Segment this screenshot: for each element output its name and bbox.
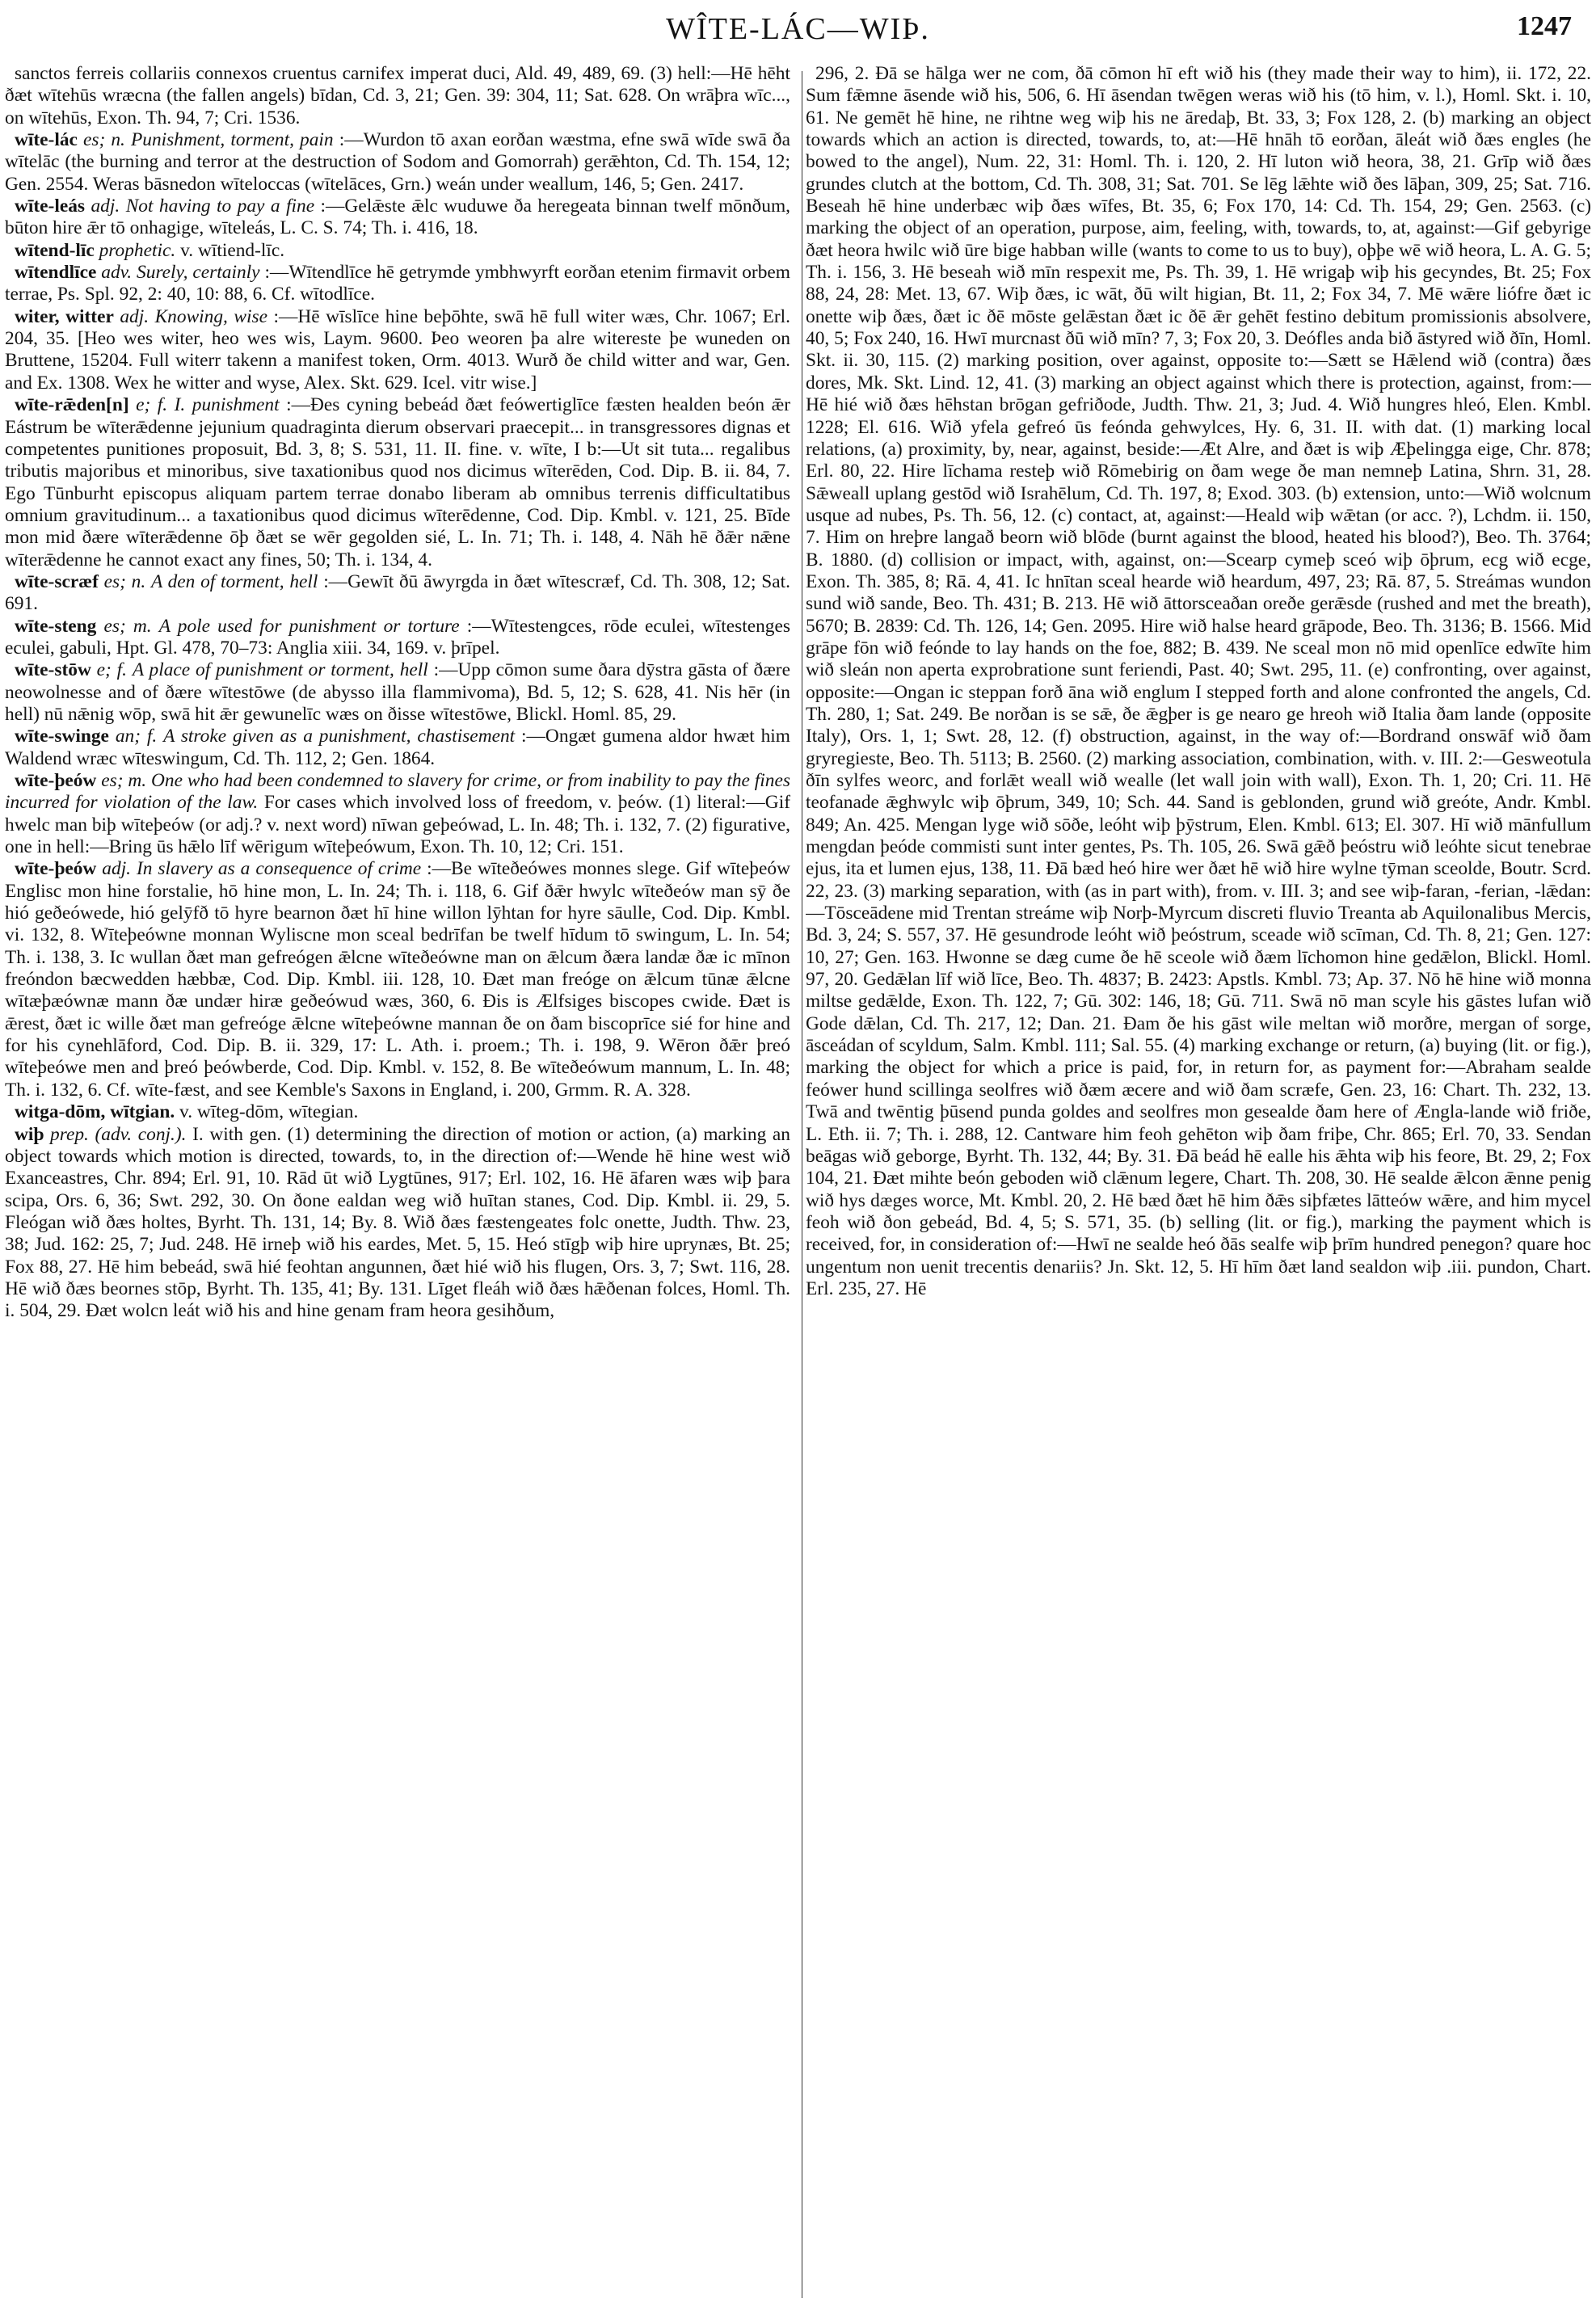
entry-text: :—Upp cōmon sume ðara dȳstra gāsta of ðære neowolnesse and of ðære wītestōwe (de abysso illa flammivoma), Bd. 5, 12; S. 628, 41. Nis hēr (in hell) nū nǣnig wōp, swā hit ǣr gewunelīc wæs on ðisse wītestōwe, Blickl. Homl. 85, 29. (5, 659, 790, 725)
definition: A den of torment, hell (150, 570, 318, 592)
grammar-label: es; m. (101, 770, 147, 791)
definition: Surely, certainly (137, 262, 260, 284)
dictionary-entry (5, 858, 790, 1101)
page-title: WÎTE-LÁC—WIÞ. (666, 12, 930, 46)
dictionary-entry (5, 726, 790, 770)
dictionary-entry (5, 63, 790, 129)
entry-text: :—Wurdon tō axan eorðan wæstma, efne swā wīde swā ða wītelāc (the burning and terror at the destruction of Sodom and Gomorrah) gerǣhton, Cd. Th. 154, 12; Gen. 2554. Weras bāsnedon wīteloccas (wītelāces, Grn.) weán under weallum, 146, 5; Gen. 2417. (5, 129, 790, 195)
running-head (16, 5, 1580, 53)
definition: I. punishment (174, 394, 280, 416)
dictionary-entry (5, 129, 790, 196)
grammar-label: adj. (91, 196, 120, 217)
entry-text: I. with gen. (1) determining the direction of motion or action, (a) marking an object towards which motion is directed, towards, to, in the direction of:—Wende hē hine west wið Exanceastres, Chr. 894; Erl. 91, 10. Rād ūt wið Lygtūnes, 917; Erl. 102, 16. Hē āfaren wæs wiþ þara scipa, Ors. 6, 36; Swt. 292, 30. On ðone ealdan weg wið huītan stanes, Cod. Dip. Kmbl. ii. 29, 5. Fleógan wið ðæs holtes, Byrht. Th. 131, 14; By. 8. Wið ðæs fæstengeates folc onette, Judth. Thw. 23, 38; Jud. 162: 25, 7; Jud. 248. Hē irneþ wið his eardes, Met. 5, 15. Heó stīgþ wiþ hire uprynæs, Bt. 25; Fox 88, 27. Hē him bebeád, swā hié feohtan angunnen, ðæt hié wið his flugen, Ors. 3, 7; Swt. 116, 28. Hē wið ðæs beornes stōp, Byrht. Th. 135, 41; By. 131. Līget fleáh wið ðæs hǣðenan folces, Homl. Th. i. 504, 29. Ðæt wolcn leát wið his and hine genam fram heora gesihðum, (5, 1123, 790, 1322)
entry-headword: wīte-rǣden[n] (15, 394, 129, 416)
grammar-label: e; f. (96, 659, 128, 681)
dictionary-entry (5, 240, 790, 262)
grammar-label: es; n. (103, 570, 146, 592)
page-number: 1247 (1517, 11, 1572, 41)
definition: A stroke given as a punishment, chastisement (163, 726, 516, 747)
entry-text: :—Wītendlīce hē getrymde ymbhwyrft eorðan etenim firmavit orbem terrae, Ps. Spl. 92, 2: 40, 10: 88, 6. Cf. wītodlīce. (5, 262, 790, 305)
grammar-label: prep. (adv. conj.). (50, 1123, 187, 1145)
entry-text: :—Ongæt gumena aldor hwæt him Waldend wræc wīteswingum, Cd. Th. 112, 2; Gen. 1864. (5, 726, 790, 769)
grammar-label: adj. (102, 858, 132, 880)
dictionary-entry (806, 63, 1591, 1300)
definition: Not having to pay a fine (125, 196, 315, 217)
text-columns (5, 63, 1591, 2303)
entry-headword: wīte-stōw (15, 659, 91, 681)
dictionary-entry (5, 1124, 790, 1323)
entry-headword: wiþ (15, 1123, 44, 1145)
entry-headword: wīte-lác (15, 129, 78, 151)
entry-text: :—Be wīteðeówes monnes slege. Gif wīteþeów Englisc mon hine forstalie, hō hine mon, L. In. 24; Th. i. 118, 6. Gif ðǣr hwylc wīteðeów man sȳ ðe hió geðeówede, hió gelȳfð tō hyre bearnon ðæt hī hine willon lȳhtan for hyre sāulle, Cod. Dip. Kmbl. vi. 132, 8. Wīteþeówne monnan Wyliscne mon sceal bedrīfan be twelf hīdum tō swingum, L. In. 54; Th. i. 138, 3. Ic wullan ðæt man gefreógen ǣlcne wīteðeówne man on ǣlcum ðæra landæ ðæ ic mīnon freóndon bæcwedden hæbbæ, Cod. Dip. Kmbl. iii. 128, 10. Ðæt man freóge on ǣlcum tūnæ ǣlcne wītæþæównæ mann ðæ undær hiræ geðeówud wæs, 360, 6. Ðis is Ælfsiges biscopes cwide. Ðæt is ǣrest, ðæt ic wille ðæt man gefreóge ǣlcne wīteþeówne mannan ðe on ðam biscoprīce sié for hine and for his cynehlāford, Cod. Dip. B. ii. 329, 17: L. Ath. i. proem.; Th. i. 198, 9. Wēron ðǣr þreó wīteþeówe men and þreó þeówberde, Cod. Dip. Kmbl. v. 152, 8. Be wīteðeówum mannum, L. In. 48; Th. i. 132, 6. Cf. wīte-fæst, and see Kemble's Saxons in England, i. 200, Grmm. R. A. 328. (5, 858, 790, 1101)
dictionary-entry (5, 262, 790, 306)
definition: Punishment, torment, pain (130, 129, 334, 151)
dictionary-entry (5, 394, 790, 571)
entry-headword: wīte-swinge (15, 726, 109, 747)
dictionary-entry (5, 770, 790, 858)
entry-headword: wīte-þeów (15, 770, 97, 791)
entry-headword: wītend-līc (15, 239, 95, 261)
entry-text: :—Ðes cyning bebeád ðæt feówertiglīce fæsten healden beón ǣr Eástrum be wīterǣdenne jejunium quadraginta dierum observari praecepit... in transgressores dignas et competentes punitiones proposuit, Bd. 3, 8; S. 531, 11. II. fine. v. wīte, I b:—Ut sit tuta... regalibus tributis majoribus et minoribus, sive taxationibus quod nos dicimus wīterēden, Cod. Dip. B. ii. 84, 7. Ego Tūnburht episcopus aliquam partem terrae donabo liberam ab omnibus terrenis difficultatibus omnium gravitudinum... a taxationibus quod dicimus wīterēdenne, Cod. Dip. Kmbl. v. 121, 25. Bīde mon mid ðære wīterǣdenne ōþ ðæt se wēr gegolden sié, L. In. 71; Th. i. 148, 4. Nāh hē ðǣr nǣne wīterǣdenne he cannot exact any fines, 50; Th. i. 134, 4. (5, 394, 790, 570)
entry-headword: witga-dōm, wītgian. (15, 1101, 175, 1123)
entry-headword: wīte-þeów (15, 858, 97, 880)
definition: prophetic. (99, 239, 176, 261)
definition: In slavery as a consequence of crime (137, 858, 422, 880)
entry-text: 296, 2. Ðā se hālga wer ne com, ðā cōmon hī eft wið his (they made their way to him), ii. 172, 22. Sum fǣmne āsende wið his, 506, 6. Hī āsendan twēgen weras wið his (tō him, v. l.), Homl. Skt. i. 10, 61. Ne gemēt hē hine, ne rihtne weg wiþ his ne āredaþ, Bt. 33, 3; Fox 128, 2. (b) marking an object towards which an action is directed, towards, to, at:—Hē hnāh tō eorðan, āleát wið ðæs engles (he bowed to the angel), Num. 22, 31: Homl. Th. i. 120, 2. Hī luton wið heora, 38, 21. Grīp wið ðæs grundes clutch at the bottom, Cd. Th. 308, 31; Sat. 701. Se lēg lǣhte wið ðes lāþan, 309, 25; Sat. 716. Beseah hē hine underbæc wiþ ðæs wīfes, Bt. 35, 6; Fox 170, 14: Cd. Th. 154, 29; Gen. 2563. (c) marking the object of an operation, purpose, aim, feeling, with, towards, to, at, against:—Gif gebyrige ðæt heora hwilc wið ūre bige habban wille (wants to come to us to buy), oþþe wē wið heora, L. A. G. 5; Th. i. 156, 3. Hē beseah wið mīn respexit me, Ps. Th. 39, 1. Hē wrigaþ wiþ his gecyndes, Bt. 25; Fox 88, 24, 28: Met. 13, 67. Wiþ ðæs, ic wāt, ðū wilt higian, Bt. 11, 2; Fox 34, 7. Mē wǣre liófre ðæt ic onette wiþ ðæs, ðæt ic ðē mōste gelǣstan ðæt ic ðē ǣr gehēt festino debitum promissionis absolvere, 40, 5; Fox 240, 16. Hwī murcnast ðū wið mīn? 7, 3; Fox 20, 3. Deófles anda bið āstyred wið ðīn, Homl. Skt. ii. 30, 115. (2) marking position, over against, opposite to:—Sætt se Hǣlend wið (contra) ðæs dores, Mk. Skt. Lind. 12, 41. (3) marking an object against which there is protection, against, from:—Hē hié wið ðæs hēhstan brōgan gefriðode, Judth. Thw. 21, 3; Jud. 4. Wið hungres hleó, Elen. Kmbl. 1228; El. 616. Wið yfela gefreó ūs feónda gehwylces, Hy. 6, 31. II. with dat. (1) marking local relations, (a) proximity, by, near, against, beside:—Æt Alre, and ðæt is wiþ Æþelingga eige, Chr. 878; Erl. 80, 22. Hire līchama resteþ wið Rōmebirig on ðam wege ðe man nemneþ Latina, Shrn. 31, 28. Sǣweall uplang gestōd wið Israhēlum, Cd. Th. 197, 8; Exod. 303. (b) extension, unto:—Wið wolcnum usque ad nubes, Ps. Th. 56, 12. (c) contact, at, against:—Heald wiþ wǣtan (or acc. ?), Lchdm. ii. 150, 7. Him on hreþre langað beorn wið blōde (burnt against the blood, heated his blood?), Beo. Th. 3764; B. 1880. (d) collision or impact, with, against, on:—Scearp cymeþ sceó wiþ ōþrum, ecg wið ecge, Exon. Th. 385, 8; Rā. 4, 41. Ic hnītan sceal hearde wið heardum, 497, 23; Rā. 87, 5. Streámas wundon sund wið sande, Beo. Th. 431; B. 213. Hē wið āttorsceaðan oreðe gerǣsde (rushed and met the breath), 5670; B. 2839: Cd. Th. 126, 14; Gen. 2095. Hire wið halse heard grāpode, Beo. Th. 3136; B. 1566. Mid grāpe fōn wið feónde to lay hands on the foe, 882; B. 439. Ne sceal mon nō mid openlīce edwīte him wið sleán non aperta exprobratione sunt feriendi, Past. 40; Swt. 295, 11. (e) confronting, over against, opposite:—Ongan ic steppan forð āna wið englum I stepped forth and alone confronted the angels, Cd. Th. 280, 1; Sat. 249. Be norðan is se sǣ, ðe ǣgþer is ge nearo ge hreoh wið Italia ðam lande (opposite Italy), Ors. 1, 1; Swt. 28, 12. (f) obstruction, against, in the way of:—Bordrand onswāf wið ðam gryregieste, Beo. Th. 5113; B. 2560. (2) marking association, combination, with. v. III. 2:—Gesweotula ðīn sylfes weorc, and forlǣt weall wið wealle (let wall join with wall), Exon. Th. 1, 20; Cri. 11. Hē teofanade ǣghwylc wiþ ōþrum, 349, 10; Sch. 44. Sand is geblonden, grund wið greóte, Andr. Kmbl. 849; An. 425. Mengan lyge wið sōðe, leóht wiþ þȳstrum, Elen. Kmbl. 613; El. 307. Hī wið mānfullum mengdan þeóde commisti sunt inter gentes, Ps. Th. 105, 26. Swā gǣð þeóstru wið leóhte sicut tenebrae ejus, ita et lumen ejus, 138, 11. Ðā bæd heó hire wer ðæt hē wið hire wylne tȳman sceolde, Boutr. Scrd. 22, 23. (3) marking separation, with (as in part with), from. v. III. 3; and see wiþ-faran, -ferian, -lǣdan:—Tōsceādene mid Trentan streáme wiþ Norþ-Myrcum discreti fluvio Treanta ab Aquilonalibus Mercis, Bd. 3, 24; S. 557, 37. Hē gesundrode leóht wið þeóstrum, sceade wið scīman, Cd. Th. 8, 21; Gen. 127: 10, 27; Gen. 163. Hwonne se dæg cume ðe hē sceole wið ðæm līchomon hine gedǣlon, Blickl. Homl. 97, 20. Gedǣlan līf wið līce, Beo. Th. 4837; B. 2423: Apstls. Kmbl. 73; Ap. 37. Nō hē hine wið monna miltse gedǣlde, Exon. Th. 122, 7; Gū. 302: 146, 18; Gū. 711. Swā nō man scyle his gāstes lufan wið Gode dǣlan, Cd. Th. 217, 12; Dan. 21. Ðam ðe his gāst wile meltan wið morðre, mergan of sorge, āsceádan of scyldum, Salm. Kmbl. 111; Sal. 55. (4) marking exchange or return, (a) buying (lit. or fig.), marking the object for which a price is paid, for, in return for, as payment for:—Abraham sealde feówer hund scillinga seolfres wið ðæm æcere and wið ðam scræfe, Gen. 23, 16: Chart. Th. 232, 13. Twā and twēntig þūsend punda goldes and seolfres mon gesealde ðam here of Ængla-lande wið friðe, L. Eth. ii. 7; Th. i. 288, 12. Cantware him feoh gehēton wiþ ðam friþe, Chr. 865; Erl. 70, 33. Sendan beāgas wið geborge, Byrht. Th. 132, 44; By. 31. Ðā beád hē ealle his ǣhta wiþ his feore, Bt. 29, 2; Fox 104, 21. Ðæt mihte beón geboden wið clǣnum legere, Chart. Th. 208, 30. Hē sealde ǣlcon ǣnne penig wið hys dæges worce, Mt. Kmbl. 20, 2. Hē bæd ðæt hē him ðǣs siþfætes lātteów wǣre, and him mycel feoh wið ðon gebeád, Bd. 4, 5; S. 571, 35. (b) selling (lit. or fig.), marking the payment which is received, for, in consideration of:—Hwī ne sealde heó ðās sealfe wiþ þrīm hundred penegon? quare hoc ungentum non uenit trecentis denariis? Jn. Skt. 12, 5. Hī hīm ðæt land sealdon wiþ .iii. pundon, Chart. Erl. 235, 27. Hē (806, 63, 1591, 1299)
definition: A pole used for punishment or torture (158, 615, 460, 637)
entry-headword: wītendlīce (15, 262, 97, 284)
grammar-label: adj. (120, 305, 149, 327)
grammar-label: an; f. (115, 726, 158, 747)
entry-text: :—Gelǣste ǣlc wuduwe ða heregeata binnan twelf mōnðum, būton hire ǣr tō onhagige, wīteleás, L. C. S. 74; Th. i. 416, 18. (5, 196, 790, 239)
left-column (5, 63, 790, 2303)
entry-text: :—Hē wīslīce hine beþōhte, swā hē full witer wæs, Chr. 1067; Erl. 204, 35. [Heo wes witer, heo wes wis, Laym. 9600. Þeo weoren þa alre witereste þe wuneden on Bruttene, 15204. Full witerr takenn a manifest token, Orm. 4013. Wurð ðe child witter and war, Gen. and Ex. 1308. Wex he witter and wyse, Alex. Skt. 629. Icel. vitr wise.] (5, 305, 790, 394)
entry-text: v. wīteg-dōm, wītegian. (179, 1101, 359, 1123)
right-column (806, 63, 1591, 2303)
entry-headword: witer, witter (15, 305, 114, 327)
grammar-label: es; n. (83, 129, 125, 151)
entry-headword: wīte-scræf (15, 570, 99, 592)
dictionary-entry (5, 571, 790, 616)
dictionary-entry (5, 196, 790, 240)
dictionary-entry (5, 616, 790, 660)
entry-text: For cases which involved loss of freedom, v. þeów. (1) literal:—Gif hwelc man biþ wīteþeów (or adj.? v. next word) nīwan geþeówad, L. In. 48; Th. i. 132, 7. (2) figurative, one in hell:—Bring ūs hǣlo līf wērigum wīteþeówum, Exon. Th. 10, 12; Cri. 151. (5, 792, 790, 858)
entry-text: v. wītiend-līc. (180, 239, 285, 261)
entry-text: sanctos ferreis collariis connexos cruentus carnifex imperat duci, Ald. 49, 489, 69. (3) hell:—Hē hēht ðæt wītehūs wræcna (the fallen angels) bīdan, Cd. 3, 21; Gen. 39: 304, 11; Sat. 628. On wrāþra wīc..., on wītehūs, Exon. Th. 94, 7; Cri. 1536. (5, 63, 790, 128)
definition: Knowing, wise (154, 305, 267, 327)
grammar-label: es; m. (103, 615, 152, 637)
entry-headword: wīte-leás (15, 196, 86, 217)
dictionary-entry (5, 1101, 790, 1123)
grammar-label: adv. (101, 262, 133, 284)
entry-text: :—Gewīt ðū āwyrgda in ðæt wītescræf, Cd. Th. 308, 12; Sat. 691. (5, 570, 790, 615)
grammar-label: e; f. (136, 394, 168, 416)
entry-text: :—Wītestengces, rōde eculei, wītestenges eculei, gabuli, Hpt. Gl. 478, 70–73: Anglia xiii. 34, 169. v. þrīpel. (5, 615, 790, 659)
dictionary-entry (5, 306, 790, 394)
dictionary-entry (5, 659, 790, 726)
definition: A place of punishment or torment, hell (132, 659, 428, 681)
entry-headword: wīte-steng (15, 615, 97, 637)
definition: One who had been condemned to slavery for crime, or from inability to pay the fines incurred for violation of the law. (5, 770, 790, 814)
